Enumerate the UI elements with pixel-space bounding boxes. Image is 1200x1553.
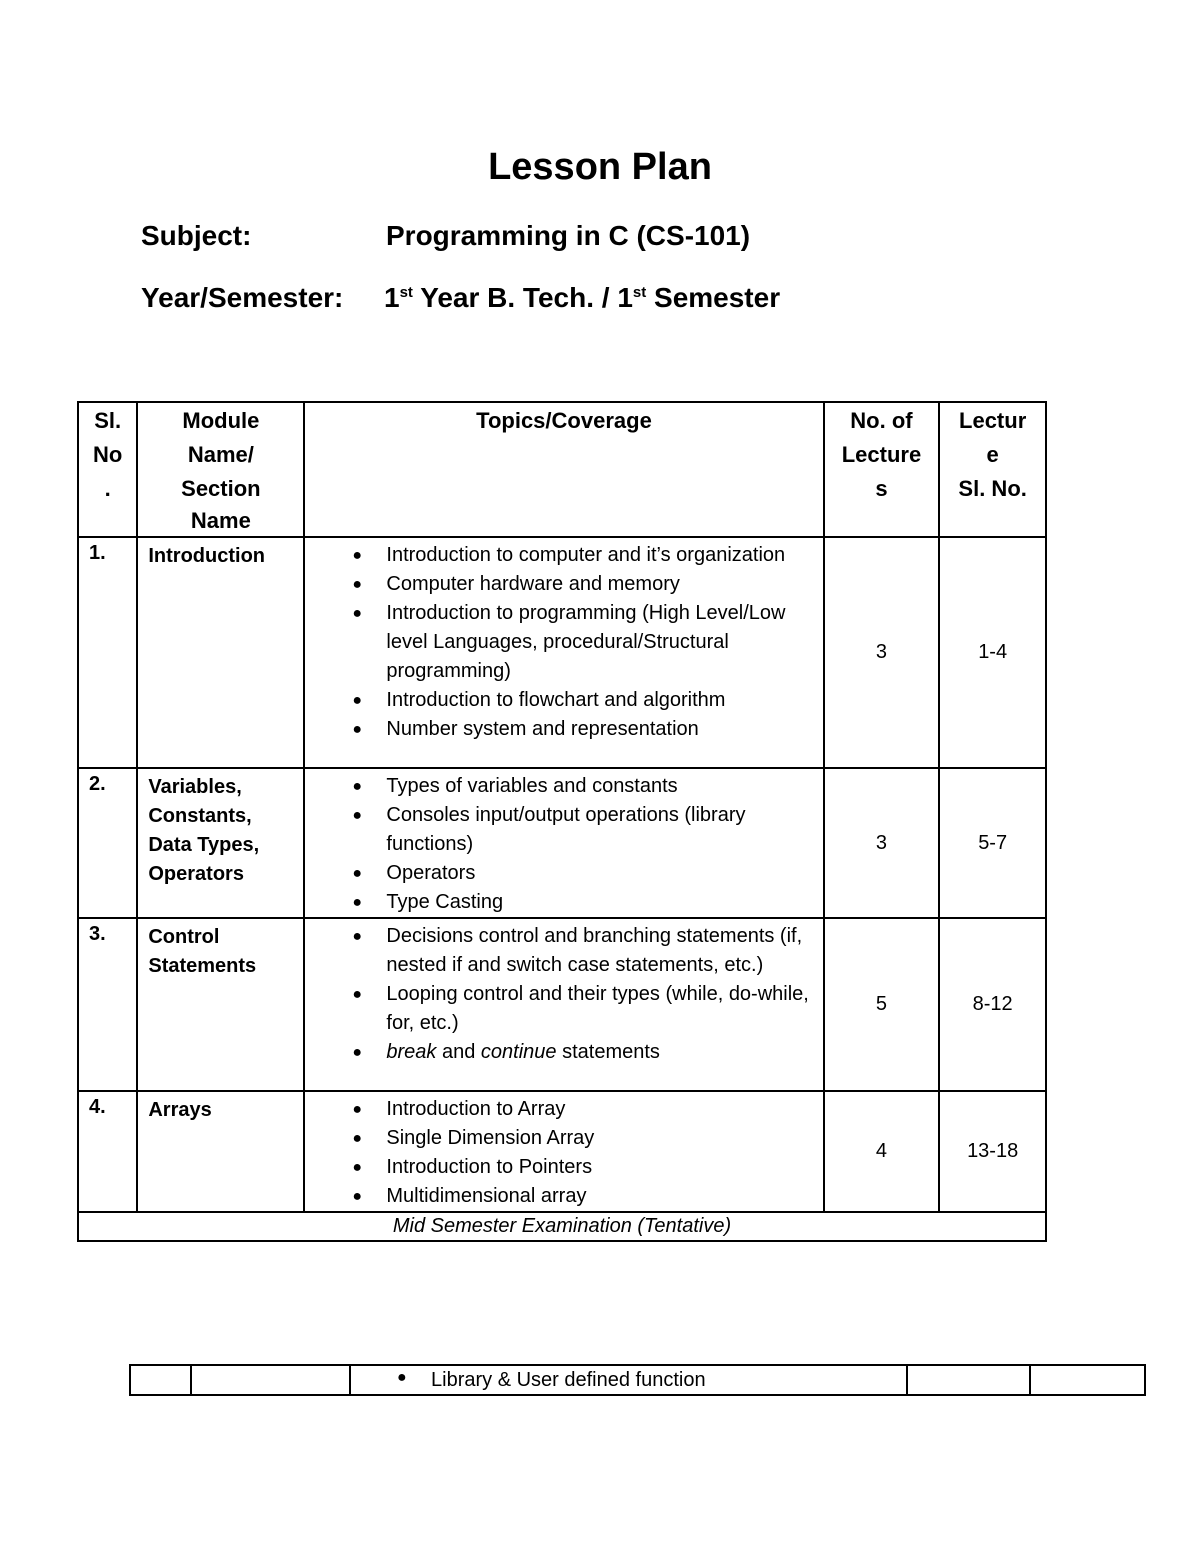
list-item: ● Introduction to Array xyxy=(305,1095,822,1124)
list-item: ● Types of variables and constants xyxy=(305,772,822,801)
list-item: ● Introduction to programming (High Level/Low level Languages, procedural/Structural programming) xyxy=(305,599,822,686)
bullet-icon: ● xyxy=(352,1188,363,1205)
header-num-lectures: No. of Lecture s xyxy=(824,402,940,537)
bullet-icon: ● xyxy=(352,1159,363,1176)
header-sl-no: Sl. No . xyxy=(78,402,137,537)
row-num-lectures: 4 xyxy=(824,1091,940,1212)
bullet-icon: ● xyxy=(352,986,363,1003)
continuation-table xyxy=(129,1364,1146,1396)
subject-row xyxy=(141,220,751,252)
year-semester-label: Year/Semester: xyxy=(141,282,344,313)
cont-topic-cell: ● Library & User defined function xyxy=(350,1365,907,1395)
row-num-lectures: 3 xyxy=(824,537,940,768)
bullet-icon: ● xyxy=(352,721,363,738)
row-topics xyxy=(304,918,823,1091)
row-sl-no: 2. xyxy=(78,768,137,918)
row-module: Introduction xyxy=(137,537,304,768)
bullet-icon: ● xyxy=(352,1130,363,1147)
list-item: ● Introduction to Pointers xyxy=(305,1153,822,1182)
lesson-plan-table xyxy=(77,401,1047,1242)
cont-num-cell xyxy=(907,1365,1030,1395)
row-topics xyxy=(304,1091,823,1212)
cont-module-cell xyxy=(191,1365,350,1395)
table-row xyxy=(78,537,1046,768)
list-item: ● Type Casting xyxy=(305,888,822,917)
row-module: Arrays xyxy=(137,1091,304,1212)
list-item: ● Introduction to computer and it’s organization xyxy=(305,541,822,570)
list-item: ● Number system and representation xyxy=(305,715,822,744)
bullet-icon: ● xyxy=(352,1101,363,1118)
page-title: Lesson Plan xyxy=(488,146,712,188)
table-row xyxy=(130,1365,1145,1395)
list-item: ● Operators xyxy=(305,859,822,888)
table-header-row xyxy=(78,402,1046,537)
mid-semester-note: Mid Semester Examination (Tentative) xyxy=(78,1212,1046,1241)
row-module: Control Statements xyxy=(137,918,304,1091)
table-row xyxy=(78,1091,1046,1212)
bullet-icon: ● xyxy=(397,1369,407,1386)
row-module: Variables, Constants, Data Types, Operators xyxy=(137,768,304,918)
bullet-icon: ● xyxy=(352,692,363,709)
list-item: ● Decisions control and branching statements (if, nested if and switch case statements, etc.) xyxy=(305,922,822,980)
year-semester-value: 1st Year B. Tech. / 1st Semester xyxy=(384,282,781,313)
row-lecture-sl: 13-18 xyxy=(939,1091,1046,1212)
list-item: ● Consoles input/output operations (library functions) xyxy=(305,801,822,859)
bullet-icon: ● xyxy=(352,547,363,564)
year-semester-row xyxy=(141,282,781,314)
list-item: ● Single Dimension Array xyxy=(305,1124,822,1153)
subject-value: Programming in C (CS-101) xyxy=(386,220,751,251)
header-lecture-sl: Lectur e Sl. No. xyxy=(939,402,1046,537)
row-topics xyxy=(304,537,823,768)
header-module: Module Name/ Section Name xyxy=(137,402,304,537)
cont-sl-cell xyxy=(130,1365,191,1395)
row-sl-no: 4. xyxy=(78,1091,137,1212)
list-item: ● break and continue statements xyxy=(305,1038,822,1067)
table-row xyxy=(78,768,1046,918)
list-item: ● Looping control and their types (while, do-while, for, etc.) xyxy=(305,980,822,1038)
bullet-icon: ● xyxy=(352,605,363,622)
row-sl-no: 1. xyxy=(78,537,137,768)
table-row xyxy=(78,918,1046,1091)
bullet-icon: ● xyxy=(352,576,363,593)
row-num-lectures: 5 xyxy=(824,918,940,1091)
row-lecture-sl: 1-4 xyxy=(939,537,1046,768)
bullet-icon: ● xyxy=(352,778,363,795)
list-item: ● Multidimensional array xyxy=(305,1182,822,1211)
list-item: ● Computer hardware and memory xyxy=(305,570,822,599)
row-topics xyxy=(304,768,823,918)
bullet-icon: ● xyxy=(352,865,363,882)
cont-lecture-cell xyxy=(1030,1365,1145,1395)
row-sl-no: 3. xyxy=(78,918,137,1091)
bullet-icon: ● xyxy=(352,894,363,911)
list-item: ● Introduction to flowchart and algorithm xyxy=(305,686,822,715)
mid-semester-row xyxy=(78,1212,1046,1241)
row-lecture-sl: 8-12 xyxy=(939,918,1046,1091)
row-lecture-sl: 5-7 xyxy=(939,768,1046,918)
bullet-icon: ● xyxy=(352,928,363,945)
subject-label: Subject: xyxy=(141,220,252,251)
row-num-lectures: 3 xyxy=(824,768,940,918)
header-topics: Topics/Coverage xyxy=(304,402,823,537)
bullet-icon: ● xyxy=(352,1044,363,1061)
bullet-icon: ● xyxy=(352,807,363,824)
